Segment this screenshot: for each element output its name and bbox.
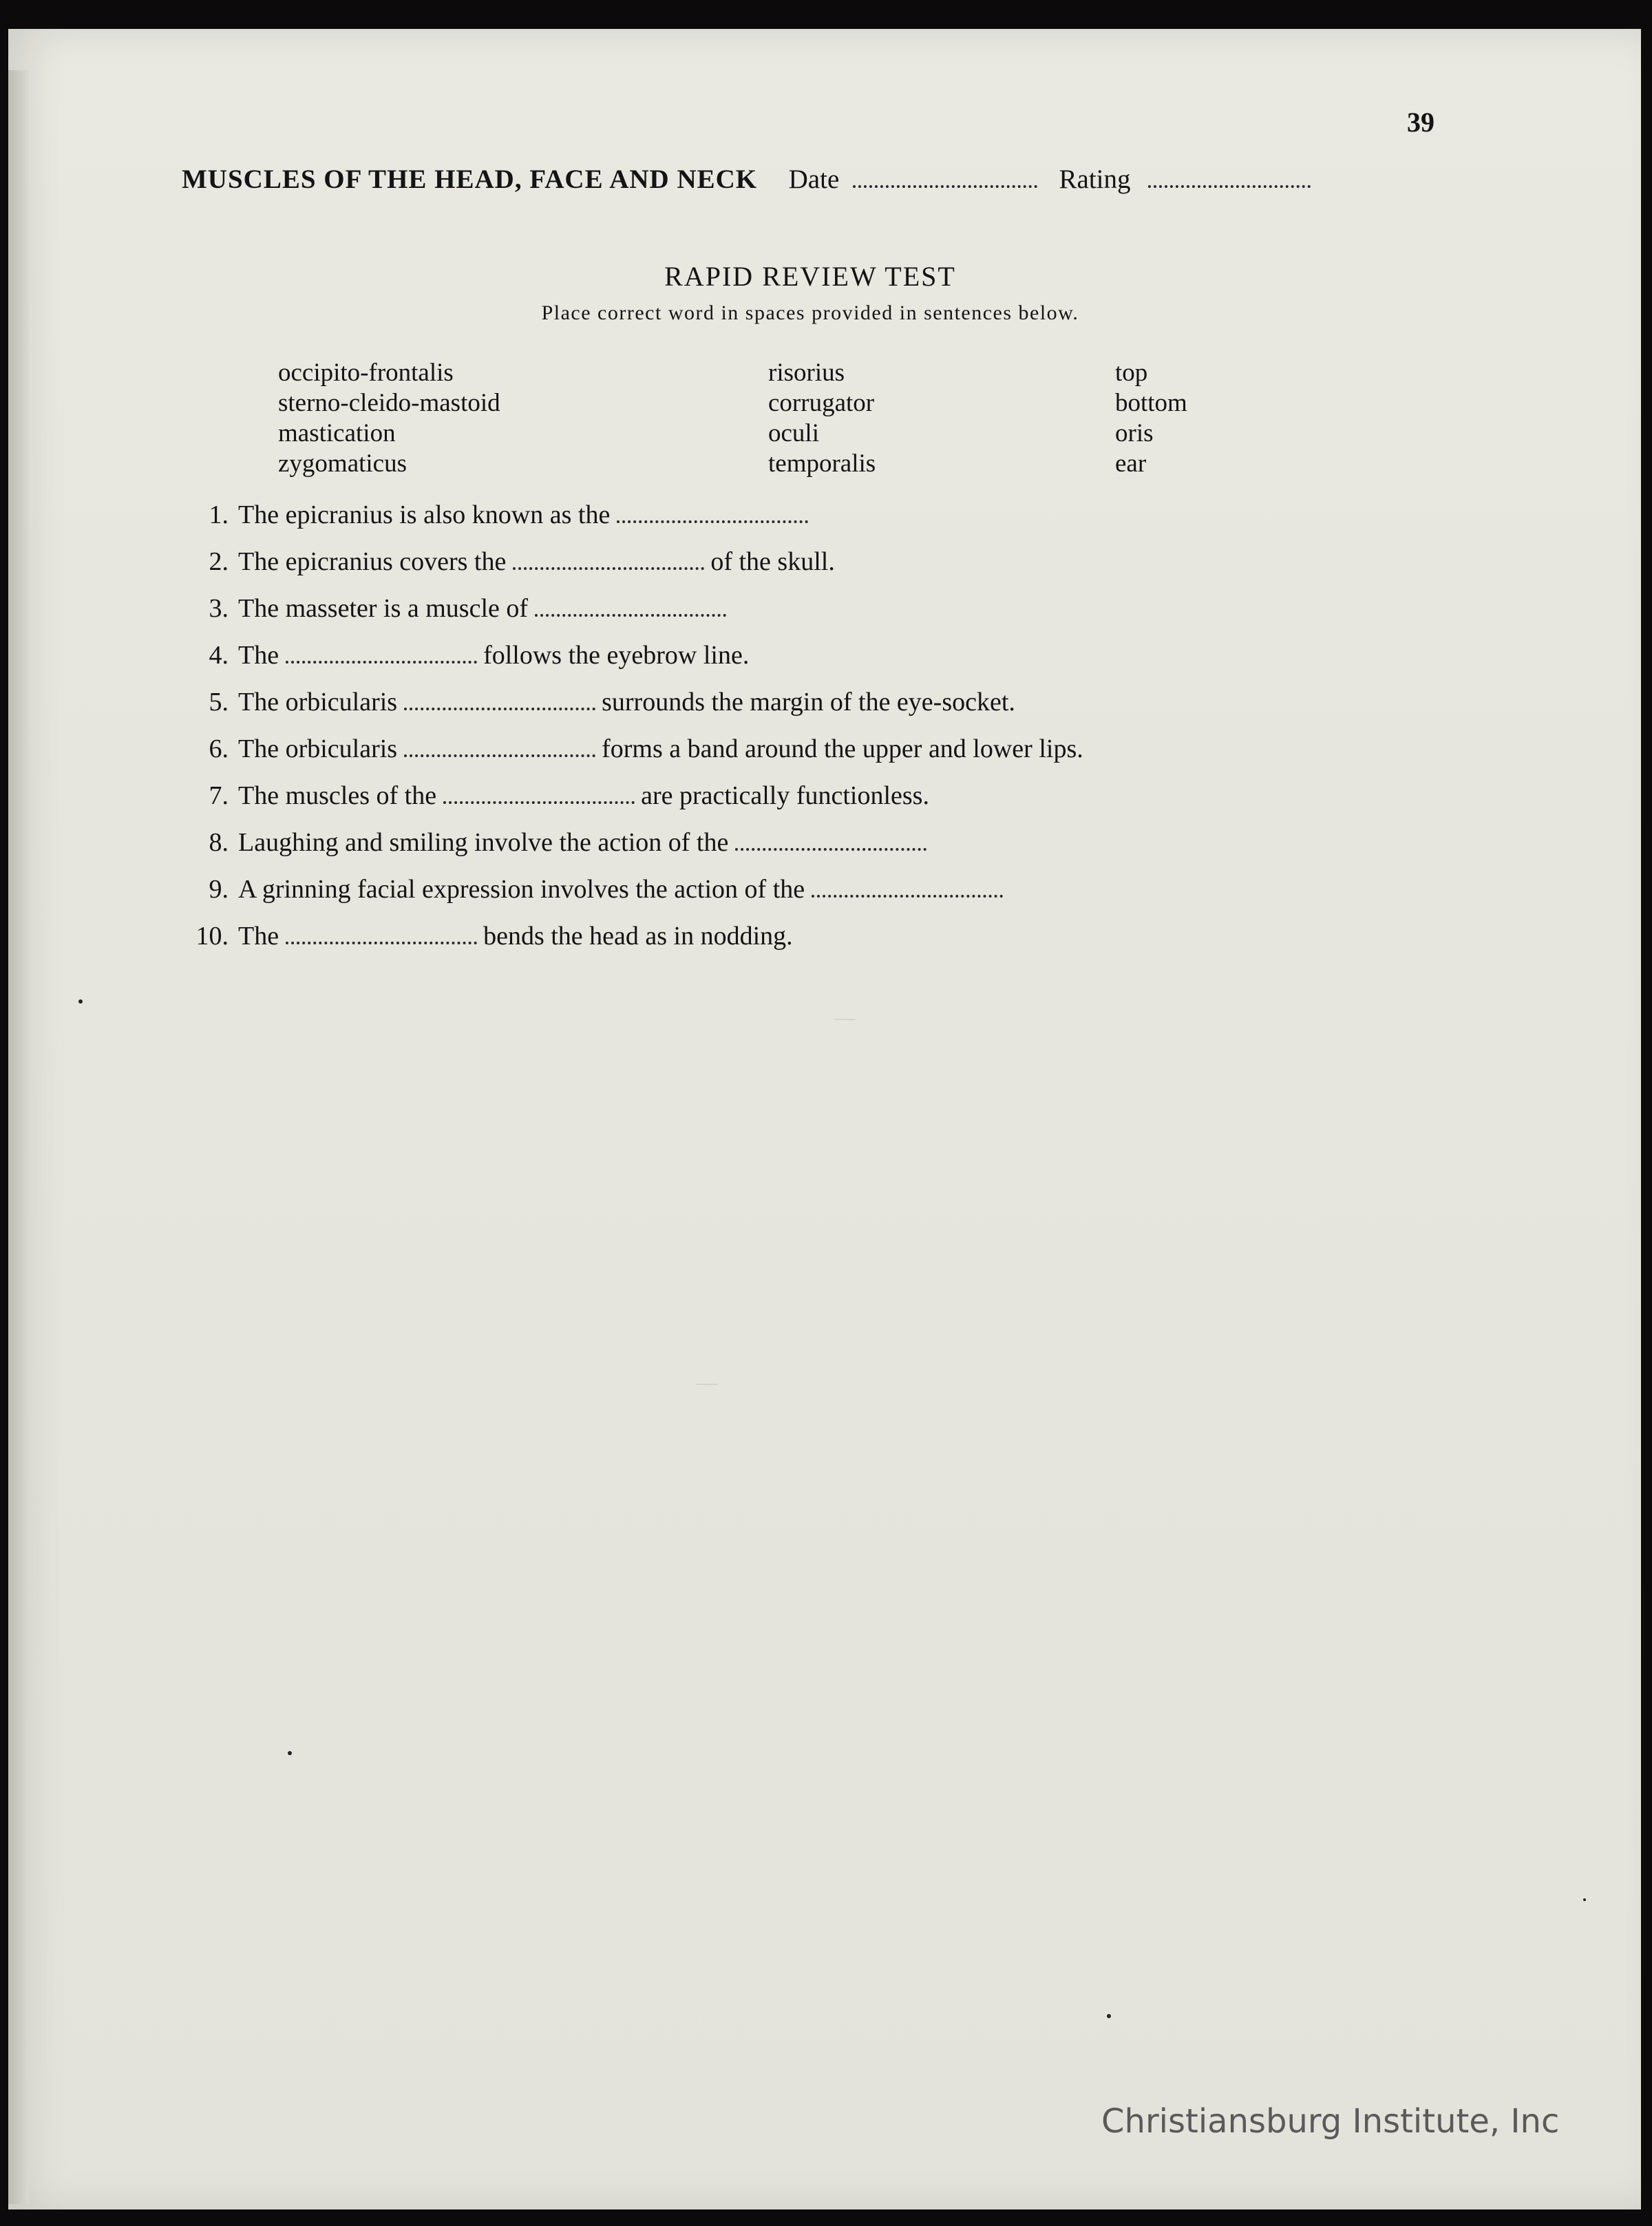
question-text: The masseter is a muscle of (238, 594, 529, 623)
question-number: 4. (209, 641, 229, 670)
question-text: Laughing and smiling involve the action of the (238, 828, 729, 857)
question-text: The orbicularis (238, 688, 398, 717)
question-8 (173, 827, 926, 858)
worksheet-title: MUSCLES OF THE HEAD, FACE AND NECK (182, 165, 758, 194)
worksheet-page (8, 29, 1641, 2209)
paper-speck (1583, 1898, 1586, 1901)
test-title: RAPID REVIEW TEST (664, 261, 956, 292)
word-bank-item: mastication (278, 419, 396, 447)
question-number: 9. (209, 875, 229, 904)
question-text: A grinning facial expression involves the action of the (238, 875, 805, 904)
answer-blank[interactable] (286, 642, 477, 664)
question-text-end: bends the head as in nodding. (483, 922, 793, 951)
test-instructions: Place correct word in spaces provided in sentences below. (541, 301, 1079, 324)
word-bank-item: risorius (768, 359, 845, 387)
word-bank-item: bottom (1115, 389, 1187, 417)
date-field (853, 165, 1037, 188)
question-3 (173, 593, 726, 624)
question-text: The epicranius covers the (238, 547, 507, 576)
answer-blank[interactable] (286, 922, 477, 944)
page-edge-shadow (8, 70, 29, 2204)
answer-blank[interactable] (617, 501, 808, 523)
question-number: 2. (209, 547, 229, 576)
question-number: 10. (195, 922, 229, 951)
question-4 (173, 640, 749, 670)
bleed-through-text: — (834, 1006, 855, 1029)
question-text-end: surrounds the margin of the eye-socket. (602, 688, 1015, 717)
question-5 (173, 687, 1015, 717)
word-bank-column-2 (768, 358, 876, 479)
question-text: The (238, 922, 279, 951)
word-bank-item: sterno-cleido-mastoid (278, 389, 500, 417)
word-bank-item: top (1115, 359, 1148, 387)
question-2 (173, 547, 835, 577)
question-number: 8. (209, 828, 229, 857)
question-text-end: are practically functionless. (641, 781, 929, 810)
watermark-text: Christiansburg Institute, Inc (1101, 2102, 1560, 2141)
question-text: The (238, 641, 279, 670)
bleed-through-text: — (697, 1371, 717, 1394)
question-number: 1. (209, 500, 229, 529)
question-number: 3. (209, 594, 229, 623)
question-number: 6. (209, 734, 229, 763)
word-bank-item: temporalis (768, 449, 876, 478)
question-text: The orbicularis (238, 734, 398, 763)
word-bank-item: oris (1115, 419, 1154, 447)
question-text-end: forms a band around the upper and lower lips. (602, 734, 1083, 763)
question-text: The muscles of the (238, 781, 437, 810)
question-9 (173, 874, 1003, 904)
question-10 (173, 921, 793, 951)
rating-field (1148, 165, 1311, 188)
word-bank-item: corrugator (768, 389, 875, 417)
paper-speck (1107, 2014, 1111, 2018)
answer-blank[interactable] (404, 688, 595, 710)
question-1 (173, 500, 808, 530)
rating-label: Rating (1059, 165, 1131, 194)
question-number: 7. (209, 781, 229, 810)
answer-blank[interactable] (735, 829, 926, 851)
answer-blank[interactable] (513, 548, 704, 570)
question-text-end: of the skull. (710, 547, 835, 576)
question-6 (173, 734, 1083, 764)
worksheet-header (182, 164, 1434, 195)
paper-speck (288, 1751, 292, 1755)
date-label: Date (788, 165, 840, 194)
question-text: The epicranius is also known as the (238, 500, 611, 529)
word-bank-item: oculi (768, 419, 819, 447)
question-text-end: follows the eyebrow line. (483, 641, 750, 670)
answer-blank[interactable] (535, 595, 726, 617)
question-number: 5. (209, 688, 229, 717)
answer-blank[interactable] (404, 735, 595, 757)
word-bank-item: occipito-frontalis (278, 359, 454, 387)
word-bank-column-1 (278, 358, 500, 479)
paper-speck (78, 999, 83, 1004)
word-bank-column-3 (1115, 358, 1187, 479)
question-7 (173, 781, 929, 811)
page-number: 39 (1407, 107, 1434, 138)
word-bank-item: ear (1115, 449, 1147, 478)
answer-blank[interactable] (812, 876, 1003, 898)
word-bank-item: zygomaticus (278, 449, 407, 478)
answer-blank[interactable] (443, 782, 635, 804)
